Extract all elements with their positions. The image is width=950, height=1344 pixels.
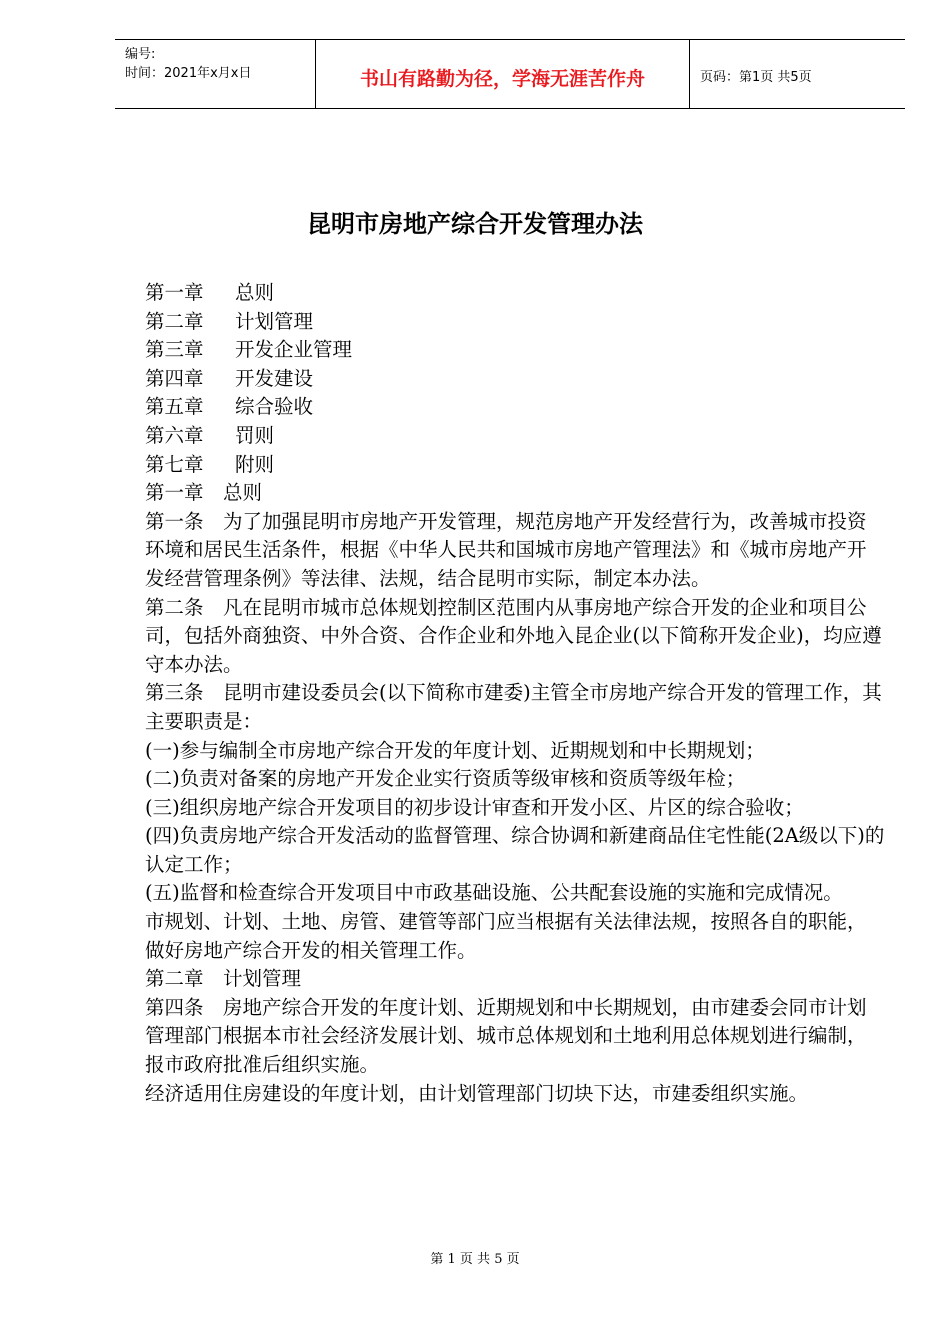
article-paragraph: 第二条 凡在昆明市城市总体规划控制区范围内从事房地产综合开发的企业和项目公司，包括外商独资、中外合资、合作企业和外地入昆企业(以下简称开发企业)，均应遵守本办法。: [145, 595, 882, 676]
document-body: [145, 279, 885, 1108]
toc-name: 综合验收: [235, 395, 314, 419]
toc-item: [145, 308, 885, 337]
toc-item: [145, 336, 885, 365]
article-paragraph: 第四条 房地产综合开发的年度计划、近期规划和中长期规划，由市建委会同市计划管理部门根据本市社会经济发展计划、城市总体规划和土地利用总体规划进行编制，报市政府批准后组织实施。: [145, 995, 867, 1077]
header-meta-cell: [115, 40, 316, 108]
document-title: 昆明市房地产综合开发管理办法: [307, 209, 643, 238]
page-header: [115, 39, 905, 109]
chapter-heading: 第一章 总则: [145, 481, 263, 505]
toc-name: 总则: [235, 281, 275, 304]
toc-chapter: 第四章: [145, 366, 204, 390]
table-of-contents: [145, 279, 885, 479]
toc-item: [145, 279, 885, 308]
list-item: (三)组织房地产综合开发项目的初步设计审查和开发小区、片区的综合验收；: [145, 795, 804, 819]
toc-item: [145, 393, 885, 422]
list-item: (一)参与编制全市房地产综合开发的年度计划、近期规划和中长期规划；: [145, 738, 765, 762]
list-item: (四)负责房地产综合开发活动的监督管理、综合协调和新建商品住宅性能(2A级以下)的认定工作；: [145, 824, 885, 876]
list-item: (五)监督和检查综合开发项目中市政基础设施、公共配套设施的实施和完成情况。: [145, 881, 843, 905]
list-item: (二)负责对备案的房地产开发企业实行资质等级审核和资质等级年检；: [145, 767, 746, 791]
body-paragraph: 市规划、计划、土地、房管、建管等部门应当根据有关法律法规，按照各自的职能，做好房地产综合开发的相关管理工作。: [145, 910, 867, 962]
toc-name: 开发企业管理: [235, 338, 353, 362]
time-label: 时间：2021年x月x日: [125, 66, 252, 81]
toc-chapter: 第六章: [145, 423, 204, 447]
toc-name: 罚则: [235, 423, 275, 447]
toc-name: 计划管理: [235, 309, 314, 333]
header-motto-cell: [316, 40, 690, 108]
toc-item: [145, 451, 885, 480]
toc-chapter: 第七章: [145, 452, 204, 476]
toc-chapter: 第五章: [145, 395, 204, 419]
page-info: 页码：第1页 共5页: [700, 70, 812, 85]
motto: 书山有路勤为径，学海无涯苦作舟: [359, 68, 645, 90]
toc-name: 开发建设: [235, 366, 314, 390]
toc-chapter: 第三章: [145, 338, 204, 362]
page-footer: 第 1 页 共 5 页: [430, 1252, 520, 1267]
toc-chapter: 第二章: [145, 309, 204, 333]
article-paragraph: 第三条 昆明市建设委员会(以下简称市建委)主管全市房地产综合开发的管理工作，其主要职责是：: [145, 681, 882, 733]
article-paragraph: 第一条 为了加强昆明市房地产开发管理，规范房地产开发经营行为，改善城市投资环境和居民生活条件，根据《中华人民共和国城市房地产管理法》和《城市房地产开发经营管理条例》等法律、法规，结合昆明市实际，制定本办法。: [145, 509, 867, 590]
number-label: 编号:: [125, 47, 156, 62]
toc-item: [145, 365, 885, 394]
toc-name: 附则: [235, 452, 275, 476]
chapter-heading: 第二章 计划管理: [145, 967, 302, 991]
body-paragraph: 经济适用住房建设的年度计划，由计划管理部门切块下达，市建委组织实施。: [145, 1081, 809, 1105]
header-page-cell: [690, 40, 905, 108]
toc-item: [145, 422, 885, 451]
toc-chapter: 第一章: [145, 281, 204, 304]
